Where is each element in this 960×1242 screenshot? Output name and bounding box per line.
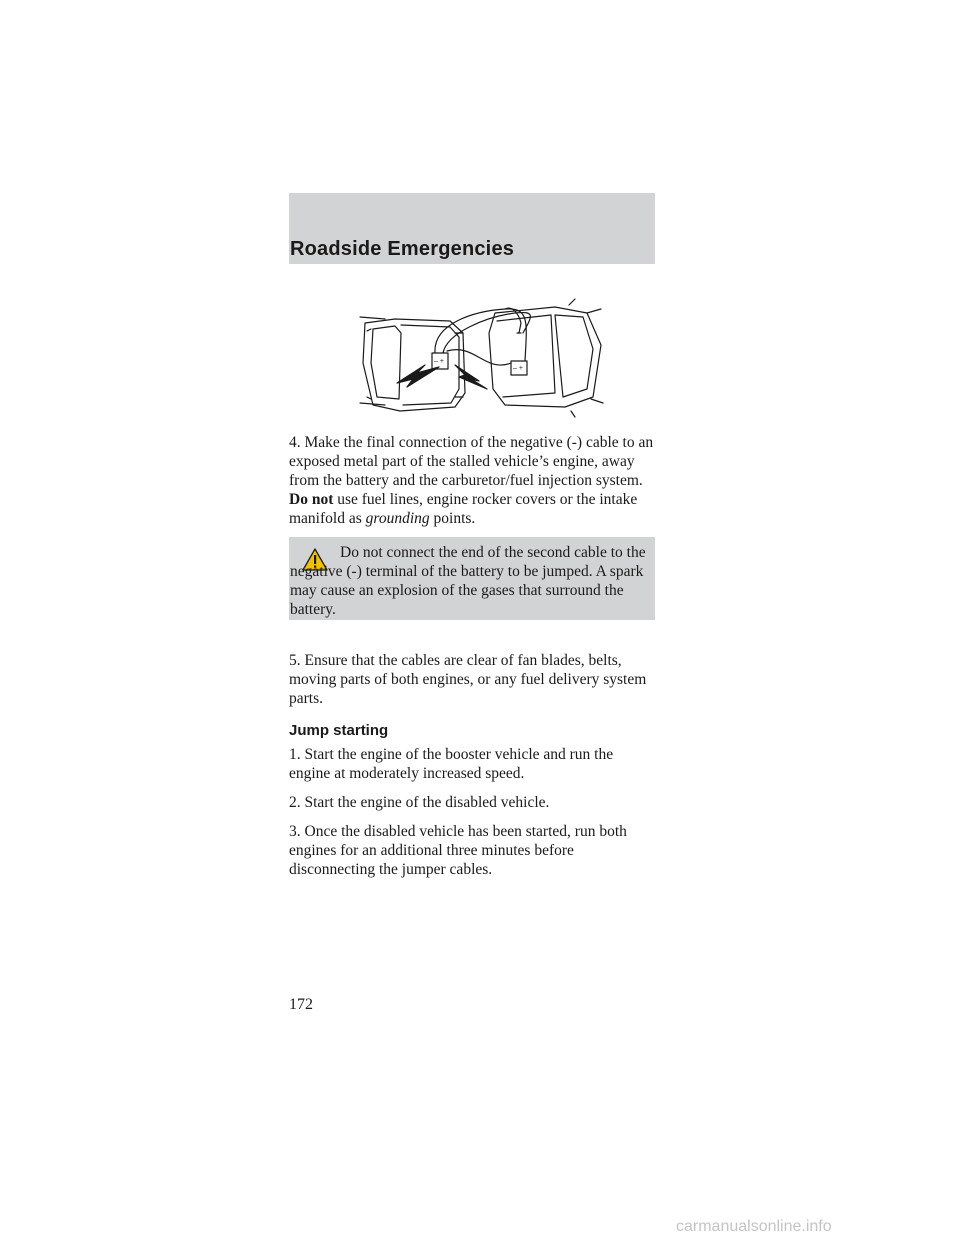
- warning-box: [289, 537, 655, 620]
- step-4-block: [289, 433, 655, 528]
- step-5-paragraph: 5. Ensure that the cables are clear of fan blades, belts, moving parts of both engines, or any fuel delivery system parts.: [289, 652, 647, 707]
- warning-text: Do not connect the end of the second cable to the negative (-) terminal of the battery to be jumped. A spark may cause an explosion of the gases that surround the battery.: [290, 544, 646, 618]
- left-battery-terminals: – +: [434, 358, 444, 365]
- step-4-text-end: points.: [429, 510, 476, 527]
- jump-step-3-block: [289, 822, 655, 879]
- left-vehicle: [360, 317, 465, 411]
- page-number: 172: [289, 996, 313, 1013]
- step-4-text: 4. Make the final connection of the negative (-) cable to an exposed metal part of the stalled vehicle’s engine, away from the battery and the carburetor/fuel injection system.: [289, 434, 654, 489]
- right-vehicle: [489, 299, 603, 417]
- watermark: carmanualsonline.info: [676, 1218, 832, 1235]
- jump-starting-heading: Jump starting: [289, 722, 389, 739]
- step-4-italic: grounding: [365, 510, 430, 527]
- spark-left-icon: [397, 365, 439, 387]
- step-4-bold: Do not: [289, 491, 334, 508]
- jump-starting-steps: [289, 745, 655, 783]
- jump-step-2: 2. Start the engine of the disabled vehicle.: [289, 794, 550, 811]
- jump-step-1: 1. Start the engine of the booster vehicle and run the engine at moderately increased speed.: [289, 746, 614, 782]
- step-5-block: [289, 651, 655, 708]
- step-4-paragraph: [289, 433, 655, 528]
- jump-step-3: 3. Once the disabled vehicle has been started, run both engines for an additional three minutes before disconnecting the jumper cables.: [289, 823, 627, 878]
- jump-start-diagram: [355, 293, 605, 423]
- section-title: Roadside Emergencies: [290, 238, 515, 260]
- jumper-cables: [435, 308, 530, 365]
- step-4-text-continued: use fuel lines, engine rocker covers or the intake manifold as: [289, 491, 638, 527]
- right-battery-terminals: – +: [513, 365, 523, 372]
- jump-step-2-block: [289, 793, 655, 812]
- spark-right-icon: [455, 365, 487, 389]
